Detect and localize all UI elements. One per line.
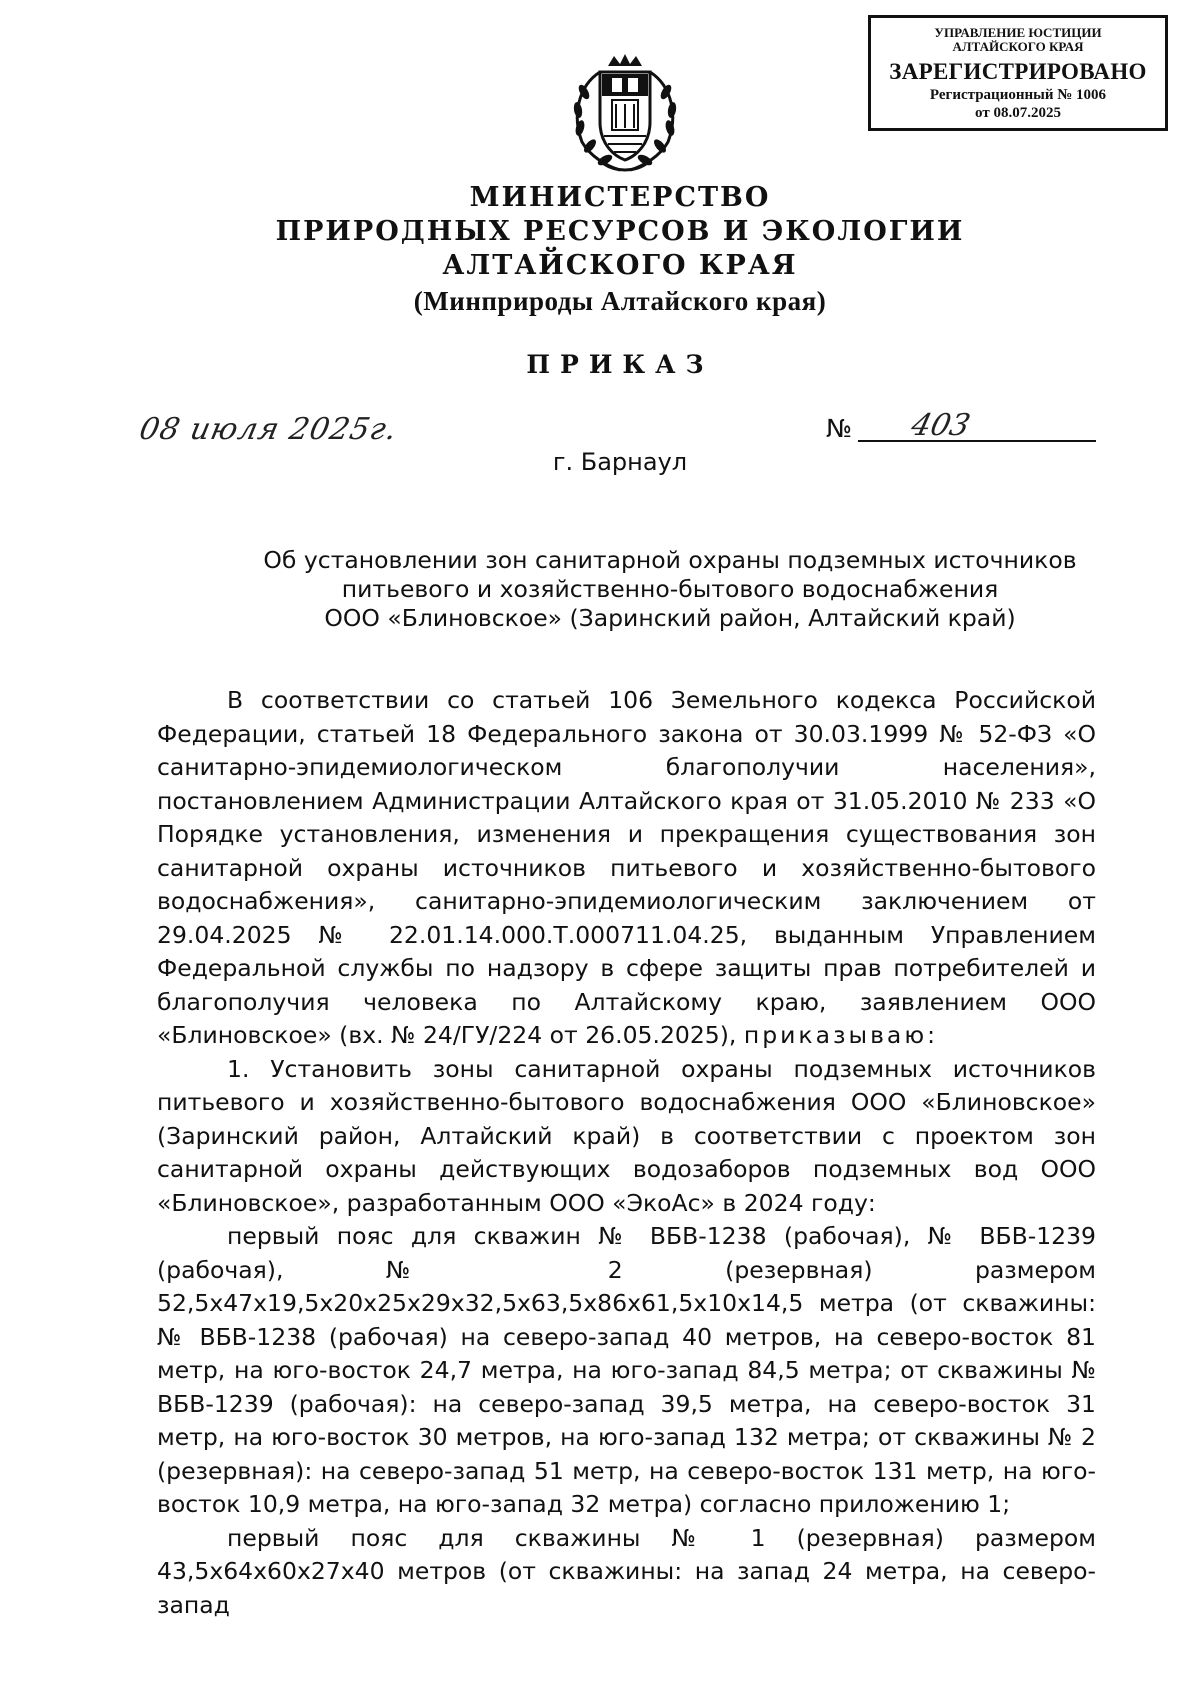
body-paragraph-1: 1. Установить зоны санитарной охраны подземных источников питьевого и хозяйственно-бытового водоснабжения ООО «Блиновское» (Заринский район, Алтайский край) в соответствии с проектом зон санитарной охраны действующих водозаборов подземных вод ООО «Блиновское», разработанным ООО «ЭкоАс» в 2024 году: xyxy=(157,1054,1096,1217)
document-type: ПРИКАЗ xyxy=(526,350,714,379)
title-line1: Об установлении зон санитарной охраны подземных источников xyxy=(263,546,1077,574)
stamp-reg-date: от 08.07.2025 xyxy=(975,105,1061,121)
org-short-name: (Минприроды Алтайского края) xyxy=(413,286,827,316)
order-word: приказываю: xyxy=(743,1021,939,1049)
org-name-line2: ПРИРОДНЫХ РЕСУРСОВ И ЭКОЛОГИИ xyxy=(275,216,965,247)
registration-stamp xyxy=(868,15,1168,131)
title-line3: ООО «Блиновское» (Заринский район, Алтайский край) xyxy=(324,604,1016,632)
stamp-status: ЗАРЕГИСТРИРОВАНО xyxy=(889,59,1147,84)
org-name-line1: МИНИСТЕРСТВО xyxy=(469,182,771,213)
body-paragraph-first-belt-a: первый пояс для скважин № ВБВ-1238 (рабочая), № ВБВ-1239 (рабочая), № 2 (резервная) размером 52,5х47х19,5х20х25х29х32,5х63,5х86х61,5х10х14,5 метра (от скважины: № ВБВ-1238 (рабочая) на северо-запад 40 метров, на северо-восток 81 метр, на юго-восток 24,7 метра, на юго-запад 84,5 метра; от скважины № ВБВ-1239 (рабочая): на северо-запад 39,5 метра, на северо-восток 31 метр, на юго-восток 30 метров, на юго-запад 132 метра; от скважины № 2 (резервная): на северо-запад 51 метр, на северо-восток 131 метр, на юго-восток 10,9 метра, на юго-запад 32 метра) согласно приложению 1; xyxy=(157,1222,1096,1518)
preamble-text: В соответствии со статьей 106 Земельного кодекса Российской Федерации, статьей 18 Федерального закона от 30.03.1999 № 52-ФЗ «О санитарно-эпидемиологическом благополучии населения», постановлением Администрации Алтайского края от 31.05.2010 № 233 «О Порядке установления, изменения и прекращения существования зон санитарной охраны источников питьевого и хозяйственно-бытового водоснабжения», санитарно-эпидемиологическим заключением от 29.04.2025 № 22.01.14.000.Т.000711.04.25, выданным Управлением Федеральной службы по надзору в сфере защиты прав потребителей и благополучия человека по Алтайскому краю, заявлением ООО «Блиновское» (вх. № 24/ГУ/224 от 26.05.2025), xyxy=(157,686,1096,1049)
document-body xyxy=(157,684,1096,1622)
body-paragraph-preamble xyxy=(157,684,1096,1053)
city: г. Барнаул xyxy=(552,448,688,476)
stamp-authority-line1: УПРАВЛЕНИЕ ЮСТИЦИИ xyxy=(934,25,1102,40)
stamp-reg-number: Регистрационный № 1006 xyxy=(929,87,1107,103)
number-label: № xyxy=(826,414,853,443)
title-line2: питьевого и хозяйственно-бытового водоснабжения xyxy=(341,575,999,603)
coat-of-arms-emblem xyxy=(560,52,690,176)
body-paragraph-first-belt-b: первый пояс для скважины № 1 (резервная) размером 43,5х64х60х27х40 метров (от скважины: на запад 24 метра, на северо-запад xyxy=(157,1523,1096,1619)
handwritten-number: 403 xyxy=(907,408,974,443)
org-name-line3: АЛТАЙСКОГО КРАЯ xyxy=(442,250,798,281)
document-title xyxy=(240,546,1100,633)
handwritten-date: 08 июля 2025г. xyxy=(136,412,401,447)
number-underline xyxy=(858,440,1096,442)
stamp-authority-line2: АЛТАЙСКОГО КРАЯ xyxy=(952,39,1084,54)
